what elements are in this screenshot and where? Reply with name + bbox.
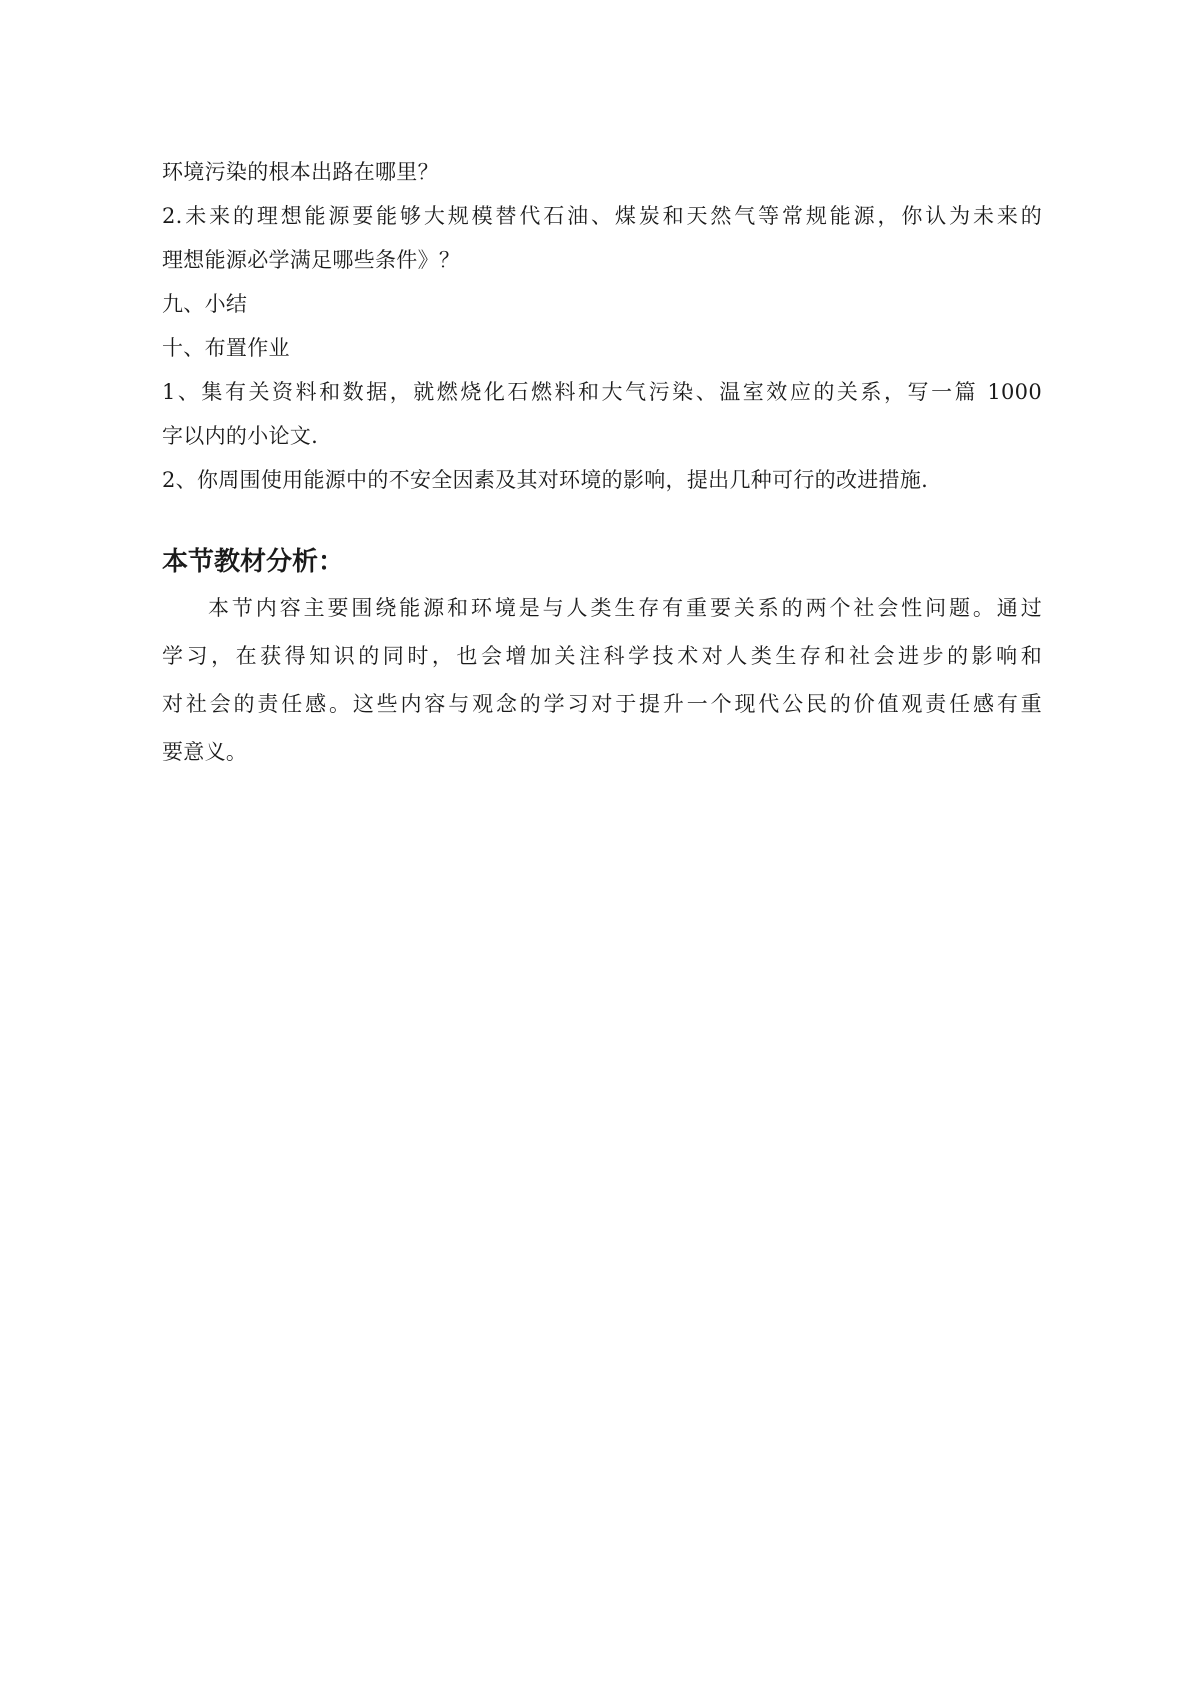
text-line: 环境污染的根本出路在哪里？ — [162, 160, 439, 184]
homework-item-1-cont: 字以内的小论文. — [162, 424, 319, 448]
paragraph-line: 对社会的责任感。这些内容与观念的学习对于提升一个现代公民的价值观责任感有重 — [162, 692, 1042, 716]
heading-summary: 九、小结 — [162, 292, 248, 316]
paragraph-line: 本节内容主要围绕能源和环境是与人类生存有重要关系的两个社会性问题。通过 — [208, 596, 1042, 620]
text-line: 理想能源必学满足哪些条件》？ — [162, 248, 461, 272]
paragraph-line: 要意义。 — [162, 740, 248, 764]
homework-item-1: 1、集有关资料和数据，就燃烧化石燃料和大气污染、温室效应的关系，写一篇 1000 — [162, 380, 1042, 404]
heading-homework: 十、布置作业 — [162, 336, 290, 360]
text-line: 2.未来的理想能源要能够大规模替代石油、煤炭和天然气等常规能源，你认为未来的 — [162, 204, 1042, 228]
paragraph-line: 学习，在获得知识的同时，也会增加关注科学技术对人类生存和社会进步的影响和 — [162, 644, 1042, 668]
homework-item-2: 2、你周围使用能源中的不安全因素及其对环境的影响，提出几种可行的改进措施. — [162, 468, 929, 492]
document-page — [162, 150, 1042, 776]
section-title: 本节教材分析： — [162, 547, 345, 577]
